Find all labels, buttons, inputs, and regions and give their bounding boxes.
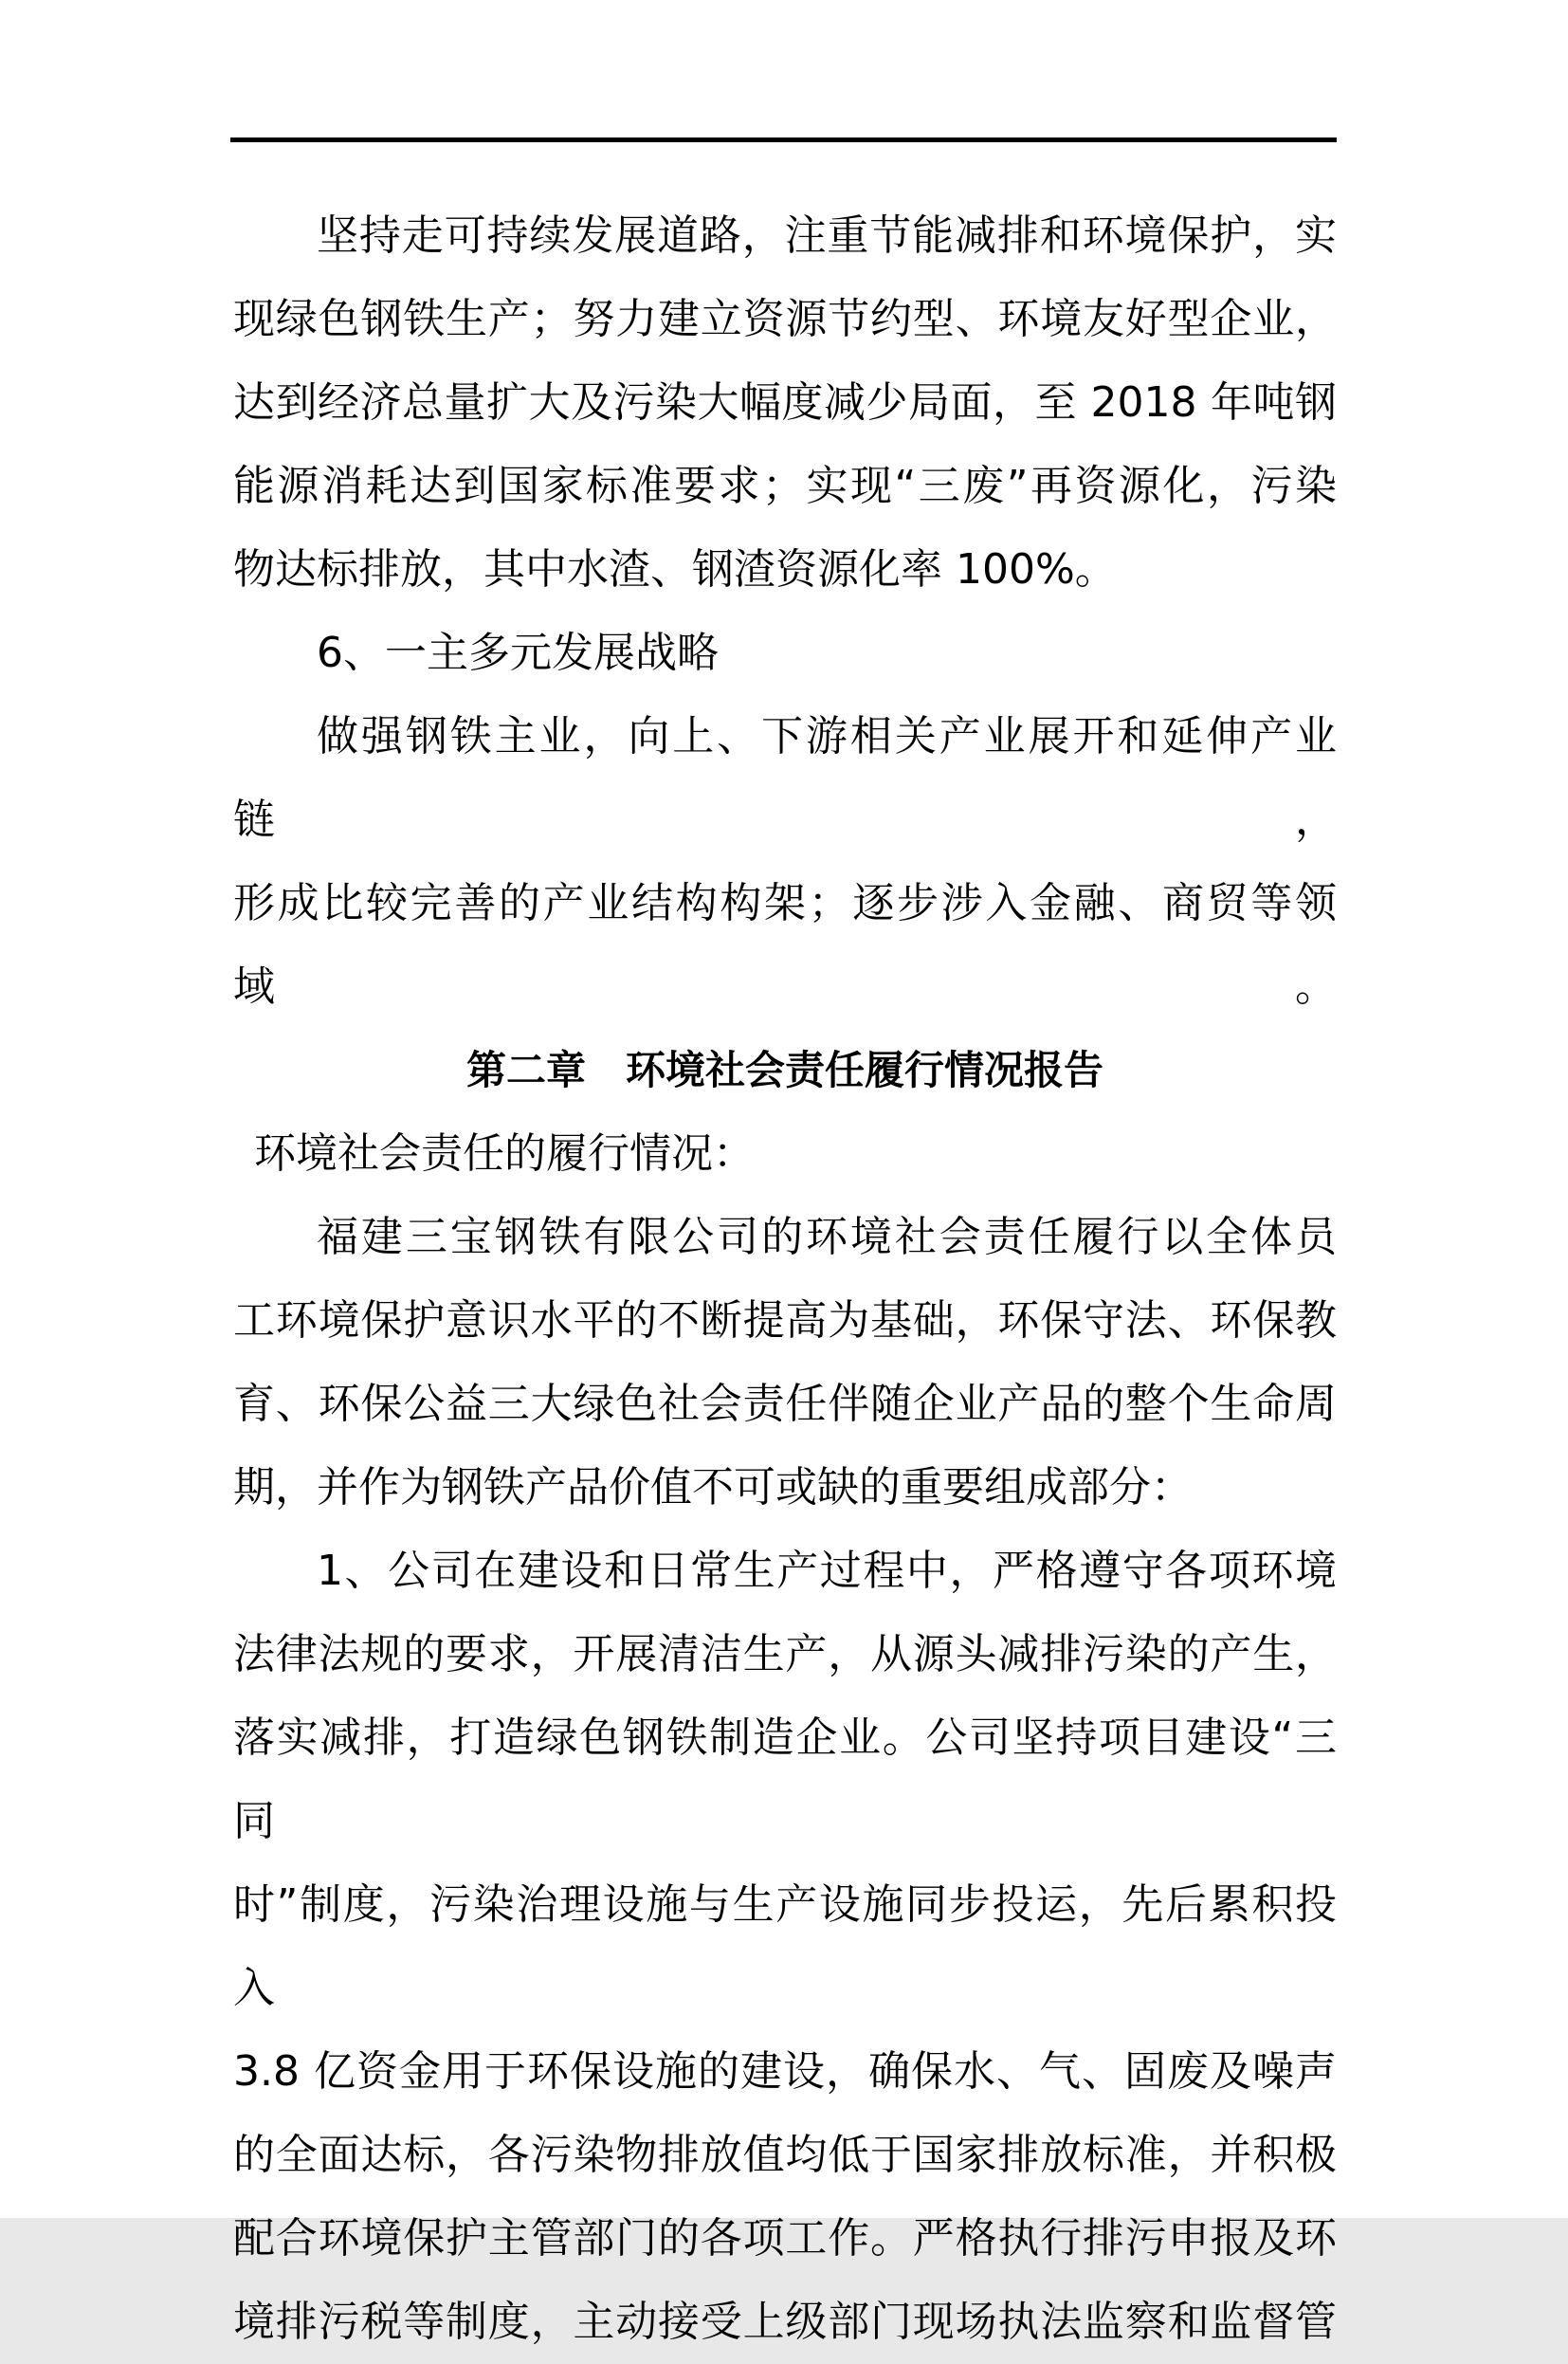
text-line: 6、一主多元发展战略 (317, 629, 719, 677)
document-body (233, 194, 1337, 2364)
text-line: 能源消耗达到国家标准要求；实现“三废”再资源化，污染 (233, 462, 1337, 510)
text-line: 达到经济总量扩大及污染大幅度减少局面，至 2018 年吨钢 (233, 378, 1337, 427)
text-line: 育、环保公益三大绿色社会责任伴随企业产品的整个生命周 (233, 1380, 1337, 1428)
text-line: 期，并作为钢铁产品价值不可或缺的重要组成部分： (233, 1463, 1193, 1512)
chapter-heading: 第二章 环境社会责任履行情况报告 (465, 1047, 1103, 1093)
text-line: 配合环境保护主管部门的各项工作。严格执行排污申报及环 (233, 2214, 1337, 2263)
text-line: 1、公司在建设和日常生产过程中，严格遵守各项环境 (317, 1547, 1337, 1595)
text-line: 做强钢铁主业，向上、下游相关产业展开和延伸产业链， (233, 712, 1337, 844)
text-line: 物达标排放，其中水渣、钢渣资源化率 100%。 (233, 545, 1117, 594)
text-line: 工环境保护意识水平的不断提高为基础，环保守法、环保教 (233, 1296, 1337, 1345)
header-rule (230, 137, 1337, 142)
text-line: 坚持走可持续发展道路，注重节能减排和环境保护，实 (317, 211, 1337, 260)
text-line: 落实减排，打造绿色钢铁制造企业。公司坚持项目建设“三同 (233, 1713, 1337, 1845)
text-line: 境排污税等制度，主动接受上级部门现场执法监察和监督管 (233, 2298, 1337, 2346)
text-line: 环境社会责任的履行情况： (254, 1129, 755, 1178)
text-line: 3.8 亿资金用于环保设施的建设，确保水、气、固废及噪声 (233, 2047, 1337, 2096)
text-line: 形成比较完善的产业结构构架；逐步涉入金融、商贸等领域。 (233, 879, 1337, 1011)
text-line: 现绿色钢铁生产；努力建立资源节约型、环境友好型企业， (233, 295, 1337, 343)
text-line: 法律法规的要求，开展清洁生产，从源头减排污染的产生， (233, 1630, 1337, 1678)
text-line: 时”制度，污染治理设施与生产设施同步投运，先后累积投入 (233, 1880, 1337, 2012)
text-line: 的全面达标，各污染物排放值均低于国家排放标准，并积极 (233, 2131, 1337, 2179)
text-line: 福建三宝钢铁有限公司的环境社会责任履行以全体员 (317, 1213, 1337, 1261)
